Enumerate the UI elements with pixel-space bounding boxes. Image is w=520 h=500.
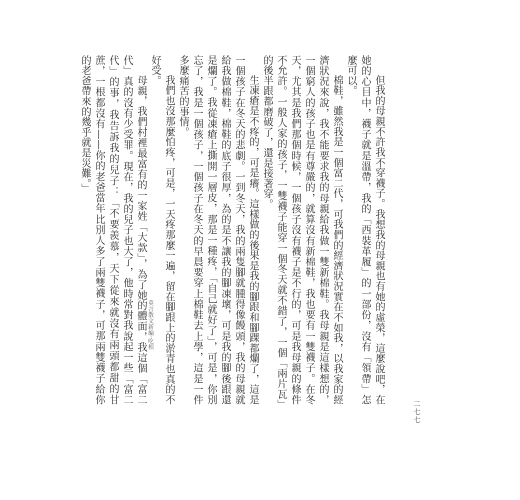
paragraph: 我們也沒那麼怕疼，可是，一天疼那麼一遍，留在腳跟上的淤青也真的不好受。 [149, 55, 174, 405]
page-number: 二七七 [413, 400, 421, 424]
paragraph: 棉鞋，雖然我是一個富二代，可我們的經濟狀況實在不如我，以我家的經濟狀況來說，我不能要求我的母親給我做一雙新棉鞋。我母親是這樣想的，一個窮人的孩子也是有尊嚴的，就算沒有新棉鞋，我也要有一雙襪子。在冬天，尤其是我們那個時候，一個孩子沒有襪子是不行的，可是我母親的條件不允許。一般人家的孩子，一雙襪子能穿一個冬天就不錯了，一個「兩片瓦」的後半跟都磨破了，還是接著穿。 [261, 55, 342, 405]
body-text [79, 55, 385, 405]
paragraph: 但我的母親不許我不穿襪子。我想我的母親也有她的虛榮，這麼說吧，在她的心目中，襪子就是溫帶，我的「西裝革履」的一部份，沒有「領帶」怎麼可以。 [345, 55, 384, 405]
paragraph: 生凍瘡是不疼的，可是癢。這樣做的後果是我的腳跟和腳踝都爛了，這是一個孩子在冬天的悲劇。一到冬天，我的兩隻腳就腫得像饅頭，我的母親就給我做棉鞋，棉鞋的底子很厚，為的是不讓我的腳凍壞，可是我的腳後跟還是爛了。我從凍瘡上撕開一層皮，那是一種疼，「自己就好了」，可是，你別忘了，我是一個孩子，一個孩子在冬天的早晨要穿上棉鞋去上學，這是一件多麼痛苦的事情。 [177, 55, 258, 405]
running-head: 莫言散文新編·吃相 [147, 300, 153, 351]
paragraph: 母親，我們村裡最富有的一家姓「大款」，為了她的體面，我這個「富二代」真的沒有少受罪。現在，我的兒子也大了，他時常對我說起一些「富二代」的事，我告訴我的兒子：「不要羨慕，天下從來就沒有兩頭都甜的甘蔗，一根都沒有——你的老爸當年比別人多了兩雙襪子，可那兩雙襪子給你的老爸帶來的幾乎就是災難。」 [79, 55, 146, 405]
